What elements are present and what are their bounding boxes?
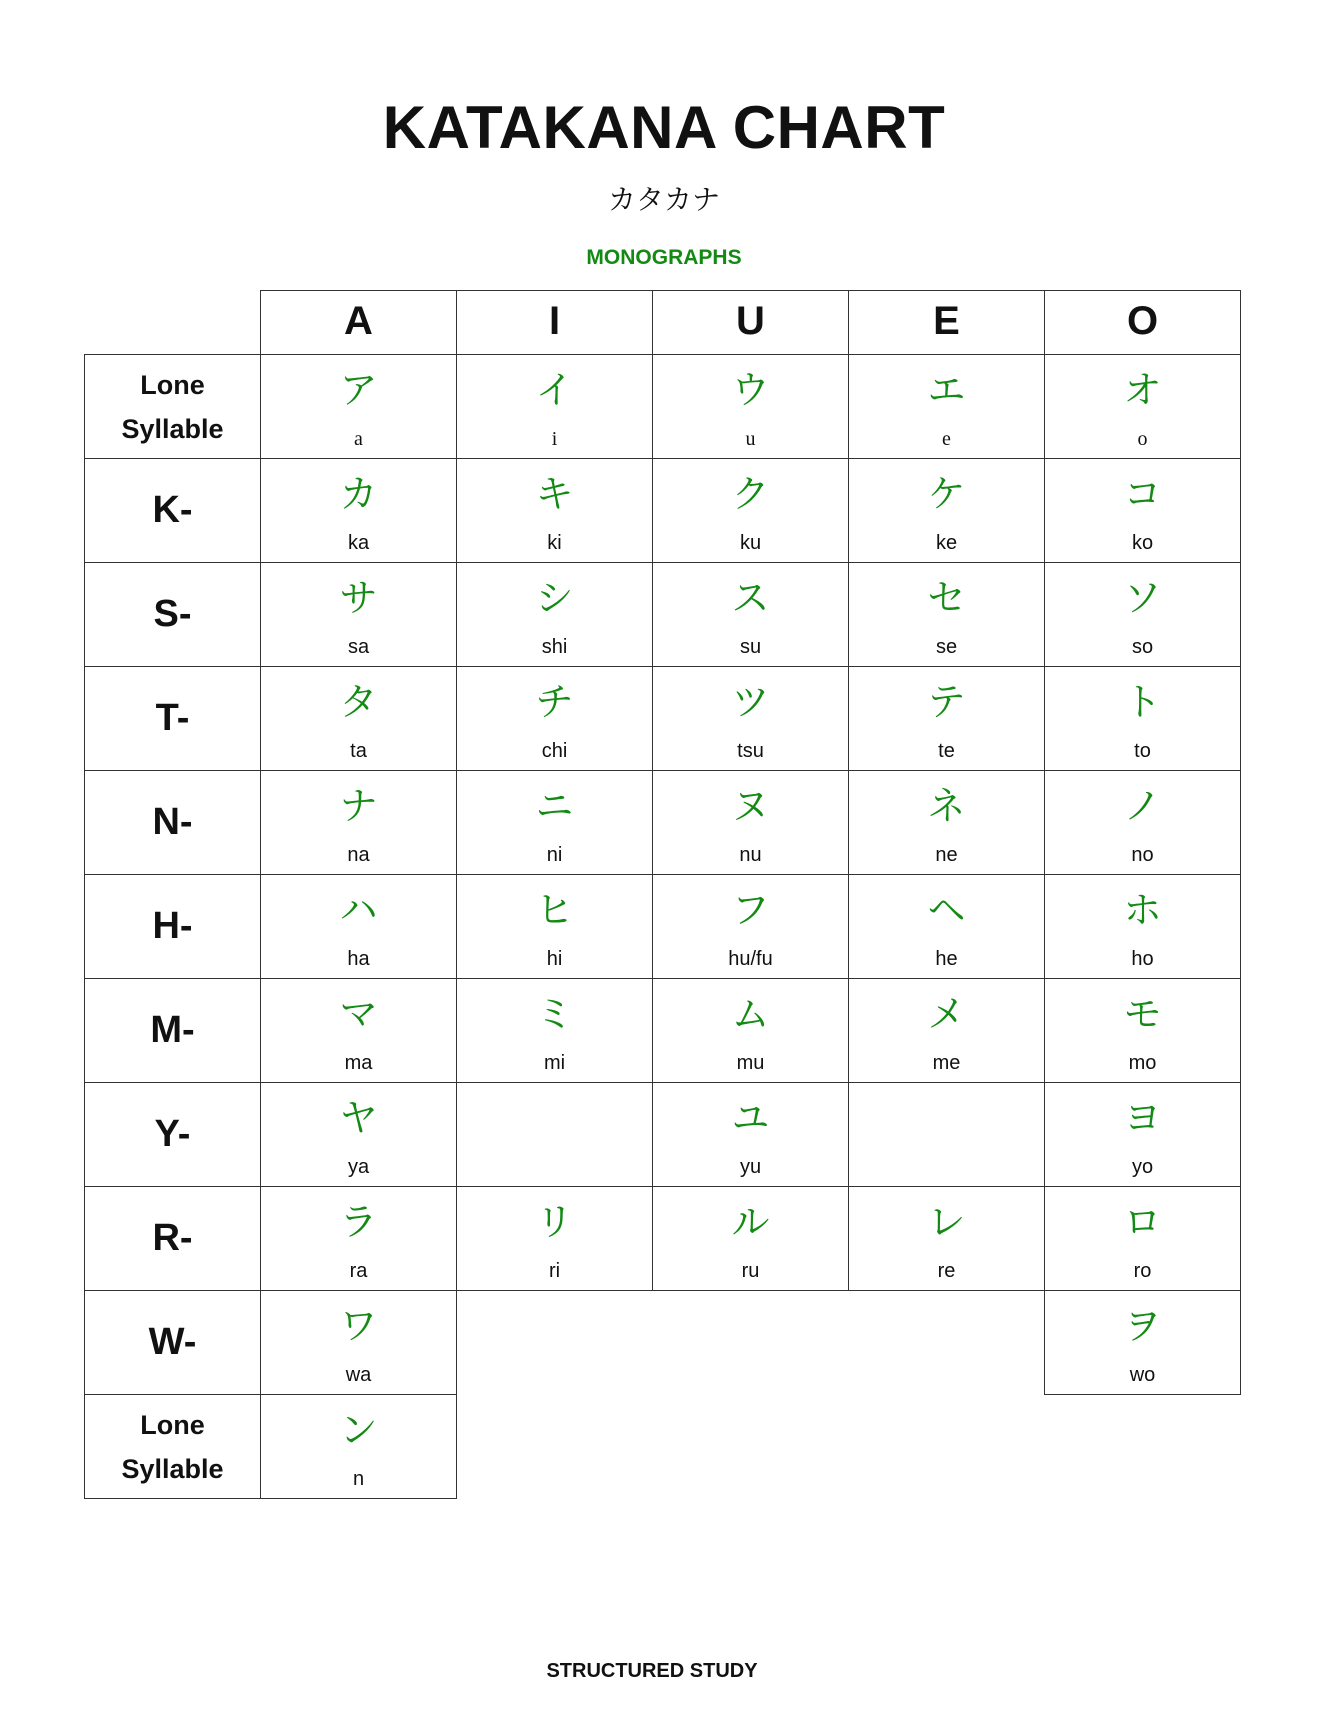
kana-character: ユ: [731, 1096, 770, 1140]
romaji-label: so: [1131, 636, 1154, 658]
kana-cell: [456, 1186, 653, 1291]
romaji-label: to: [1134, 740, 1151, 762]
kana-character: ミ: [535, 992, 574, 1036]
kana-character: ウ: [731, 368, 770, 412]
row-label-text: S-: [153, 593, 192, 635]
kana-character: ヨ: [1123, 1096, 1162, 1140]
row-label-text: M-: [150, 1009, 195, 1051]
romaji-label: no: [1131, 844, 1154, 866]
romaji-label: mo: [1128, 1052, 1157, 1074]
romaji-label: hu/fu: [728, 948, 773, 970]
row-label-7: [84, 1082, 261, 1187]
kana-cell: [456, 978, 653, 1083]
kana-cell: [260, 1290, 457, 1395]
kana-character: ソ: [1123, 576, 1162, 620]
kana-cell: [652, 562, 849, 667]
kana-character: ハ: [339, 888, 378, 932]
kana-character: ケ: [927, 472, 966, 516]
kana-cell: [260, 1186, 457, 1291]
kana-cell: [652, 1186, 849, 1291]
page-subtitle: カタカナ: [607, 183, 720, 216]
row-label-text: Lone Syllable: [121, 369, 224, 444]
kana-cell: [260, 458, 457, 563]
kana-character: サ: [339, 576, 378, 620]
row-label-10: [84, 1394, 261, 1499]
row-label-text: W-: [148, 1321, 197, 1363]
kana-character: エ: [927, 368, 966, 412]
kana-character: ノ: [1123, 784, 1162, 828]
kana-character: ホ: [1123, 888, 1162, 932]
kana-character: ン: [339, 1408, 378, 1452]
kana-cell: [652, 354, 849, 459]
romaji-label: chi: [541, 740, 568, 762]
romaji-label: ko: [1131, 532, 1154, 554]
romaji-label: te: [938, 740, 955, 762]
romaji-label: mi: [543, 1052, 566, 1074]
kana-cell: [1044, 562, 1241, 667]
kana-cell: [260, 978, 457, 1083]
romaji-label: n: [352, 1468, 365, 1490]
kana-cell: [652, 770, 849, 875]
romaji-label: ta: [350, 740, 367, 762]
kana-character: イ: [535, 368, 574, 412]
row-label-text: N-: [152, 801, 193, 843]
kana-character: コ: [1123, 472, 1162, 516]
row-label-1: [84, 458, 261, 563]
romaji-label: shi: [541, 636, 568, 658]
kana-character: オ: [1123, 368, 1162, 412]
kana-cell: [1044, 1186, 1241, 1291]
kana-cell: [456, 770, 653, 875]
kana-character: ニ: [535, 784, 574, 828]
kana-character: ト: [1123, 680, 1162, 724]
section-label: MONOGRAPHS: [586, 246, 742, 269]
kana-cell: [456, 874, 653, 979]
column-header-i: I: [456, 290, 653, 355]
kana-character: モ: [1123, 992, 1162, 1036]
romaji-label: na: [347, 844, 370, 866]
row-label-3: [84, 666, 261, 771]
romaji-label: ku: [739, 532, 762, 554]
romaji-label: yu: [739, 1156, 762, 1178]
romaji-label: ke: [935, 532, 958, 554]
romaji-label: ka: [347, 532, 370, 554]
romaji-label: ro: [1133, 1260, 1152, 1282]
romaji-label: nu: [739, 844, 762, 866]
romaji-label: ho: [1131, 948, 1154, 970]
kana-character: ロ: [1123, 1200, 1162, 1244]
kana-cell: [652, 666, 849, 771]
row-label-text: H-: [152, 905, 193, 947]
kana-cell: [260, 666, 457, 771]
kana-cell: [456, 1082, 653, 1187]
kana-character: ヤ: [339, 1096, 378, 1140]
page-title: KATAKANA CHART: [382, 94, 946, 161]
row-label-text: T-: [155, 697, 190, 739]
kana-cell: [652, 1082, 849, 1187]
column-header-e: E: [848, 290, 1045, 355]
kana-cell: [848, 458, 1045, 563]
kana-character: レ: [927, 1200, 966, 1244]
kana-character: セ: [927, 576, 966, 620]
kana-cell: [456, 354, 653, 459]
kana-cell: [1044, 354, 1241, 459]
column-header-u: U: [652, 290, 849, 355]
romaji-label: se: [935, 636, 958, 658]
kana-cell: [260, 1394, 457, 1499]
row-label-text: R-: [152, 1217, 193, 1259]
kana-character: ラ: [339, 1200, 378, 1244]
kana-cell: [848, 1082, 1045, 1187]
romaji-label: wa: [345, 1364, 372, 1386]
romaji-label: a: [354, 428, 363, 450]
romaji-label: ra: [349, 1260, 368, 1282]
row-label-0: [84, 354, 261, 459]
kana-character: シ: [535, 576, 574, 620]
romaji-label: o: [1137, 428, 1148, 450]
romaji-label: u: [745, 428, 756, 450]
kana-character: ヲ: [1123, 1304, 1162, 1348]
row-label-text: Lone Syllable: [121, 1409, 224, 1484]
kana-character: ヘ: [927, 888, 966, 932]
row-label-2: [84, 562, 261, 667]
kana-cell: [1044, 1082, 1241, 1187]
kana-character: メ: [927, 992, 966, 1036]
row-label-4: [84, 770, 261, 875]
romaji-label: e: [942, 428, 951, 450]
kana-cell: [652, 978, 849, 1083]
kana-character: ヒ: [535, 888, 574, 932]
kana-cell: [456, 666, 653, 771]
romaji-label: ki: [547, 532, 562, 554]
romaji-label: ma: [344, 1052, 373, 1074]
kana-character: ア: [339, 368, 378, 412]
kana-character: マ: [339, 992, 378, 1036]
romaji-label: sa: [347, 636, 370, 658]
row-label-5: [84, 874, 261, 979]
row-label-8: [84, 1186, 261, 1291]
kana-character: チ: [535, 680, 574, 724]
kana-cell: [456, 562, 653, 667]
kana-character: フ: [731, 888, 770, 932]
kana-character: タ: [339, 680, 378, 724]
column-header-o: O: [1044, 290, 1241, 355]
kana-cell: [848, 562, 1045, 667]
romaji-label: ru: [741, 1260, 760, 1282]
kana-character: ヌ: [731, 784, 770, 828]
romaji-label: mu: [736, 1052, 765, 1074]
romaji-label: ne: [935, 844, 958, 866]
kana-character: キ: [535, 472, 574, 516]
romaji-label: ri: [548, 1260, 561, 1282]
kana-character: ス: [731, 576, 770, 620]
kana-cell: [848, 666, 1045, 771]
kana-character: ワ: [339, 1304, 378, 1348]
kana-cell: [848, 1186, 1045, 1291]
kana-cell: [260, 562, 457, 667]
row-label-9: [84, 1290, 261, 1395]
kana-cell: [260, 874, 457, 979]
romaji-label: me: [932, 1052, 961, 1074]
kana-cell: [652, 874, 849, 979]
romaji-label: tsu: [737, 740, 764, 762]
kana-cell: [652, 458, 849, 563]
footer-brand: STRUCTURED STUDY: [546, 1660, 758, 1682]
kana-cell: [848, 874, 1045, 979]
row-label-text: Y-: [154, 1113, 191, 1155]
kana-cell: [848, 770, 1045, 875]
kana-character: カ: [339, 472, 378, 516]
kana-cell: [260, 354, 457, 459]
row-label-6: [84, 978, 261, 1083]
kana-cell: [456, 458, 653, 563]
romaji-label: i: [551, 428, 558, 450]
kana-cell: [1044, 1290, 1241, 1395]
kana-character: ム: [731, 992, 770, 1036]
romaji-label: ya: [347, 1156, 370, 1178]
kana-cell: [260, 770, 457, 875]
kana-character: ツ: [731, 680, 770, 724]
kana-character: テ: [927, 680, 966, 724]
kana-cell: [260, 1082, 457, 1187]
kana-cell: [1044, 978, 1241, 1083]
column-header-a: A: [260, 290, 457, 355]
romaji-label: he: [935, 948, 958, 970]
kana-cell: [1044, 458, 1241, 563]
romaji-label: ha: [347, 948, 370, 970]
romaji-label: hi: [546, 948, 563, 970]
kana-cell: [1044, 666, 1241, 771]
kana-character: ネ: [927, 784, 966, 828]
romaji-label: wo: [1129, 1364, 1156, 1386]
romaji-label: yo: [1131, 1156, 1154, 1178]
kana-character: ナ: [339, 784, 378, 828]
kana-cell: [1044, 770, 1241, 875]
kana-character: ク: [731, 472, 770, 516]
romaji-label: ni: [546, 844, 563, 866]
kana-character: リ: [535, 1200, 574, 1244]
kana-cell: [1044, 874, 1241, 979]
kana-cell: [848, 978, 1045, 1083]
row-label-text: K-: [152, 489, 193, 531]
kana-cell: [848, 354, 1045, 459]
kana-character: ル: [731, 1200, 770, 1244]
romaji-label: re: [937, 1260, 956, 1282]
romaji-label: su: [739, 636, 762, 658]
